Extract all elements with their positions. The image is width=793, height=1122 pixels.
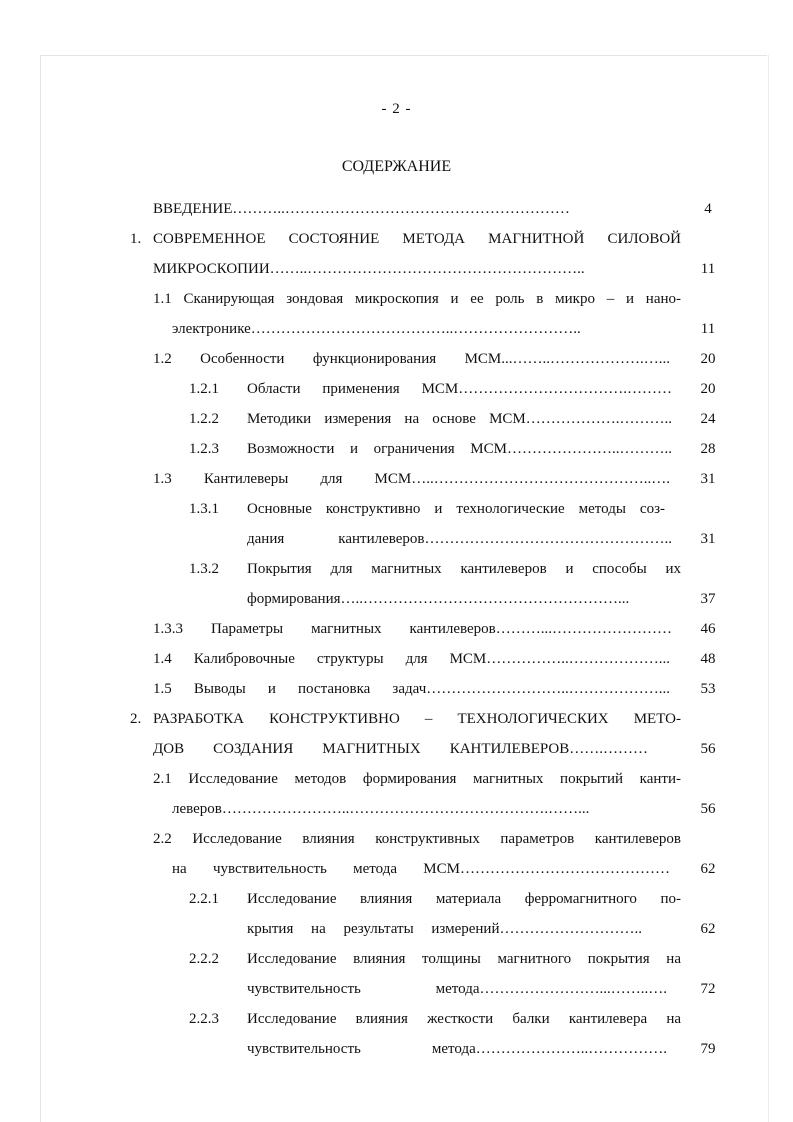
toc-entry-title: МИКРОСКОПИИ……..……………………………………………….. — [153, 261, 585, 277]
page-edge-top — [40, 55, 767, 56]
toc-entry-title: на чувствительность метода МСМ…………………………………… — [172, 861, 670, 877]
toc-entry-number: 1.2.1 — [189, 381, 219, 397]
toc-entry-page: 79 — [700, 1041, 716, 1057]
toc-entry-page: 20 — [700, 351, 716, 367]
toc-entry-number: 1.3.1 — [189, 501, 219, 517]
toc-entry-page: 31 — [700, 531, 716, 547]
toc-entry-number: 1.2.2 — [189, 411, 219, 427]
toc-entry-page: 11 — [700, 261, 716, 277]
toc-entry-title: 1.4 Калибровочные структуры для МСМ……………..………………... — [153, 651, 670, 667]
toc-entry-title: РАЗРАБОТКА КОНСТРУКТИВНО – ТЕХНОЛОГИЧЕСКИХ МЕТО- — [153, 711, 681, 727]
page-number: - 2 - — [381, 101, 412, 117]
toc-entry-title: чувствительность метода……………………...……..…. — [247, 981, 667, 997]
toc-entry-title: Исследование влияния жесткости балки кантилевера на — [247, 1011, 681, 1027]
toc-entry-page: 31 — [700, 471, 716, 487]
toc-entry-title: крытия на результаты измерений……………………….. — [247, 921, 642, 937]
toc-entry-page: 11 — [700, 321, 716, 337]
toc-entry-title: 1.3 Кантилеверы для МСМ…..……………………………………..…. — [153, 471, 670, 487]
toc-entry-page: 37 — [700, 591, 716, 607]
toc-entry-number: 2.2.3 — [189, 1011, 219, 1027]
toc-entry-title: леверов……………………..………………………………….……... — [172, 801, 590, 817]
toc-entry-page: 28 — [700, 441, 716, 457]
toc-entry-title: ВВЕДЕНИЕ………..………………………………………………… — [153, 201, 570, 217]
toc-entry-page: 4 — [704, 201, 712, 217]
toc-entry-page: 62 — [700, 861, 716, 877]
toc-entry-title: Покрытия для магнитных кантилеверов и способы их — [247, 561, 681, 577]
page-edge-left — [40, 55, 41, 1122]
toc-entry-page: 48 — [700, 651, 716, 667]
toc-entry-number: 2. — [130, 711, 142, 727]
toc-entry-page: 62 — [700, 921, 716, 937]
toc-entry-page: 72 — [700, 981, 716, 997]
toc-entry-title: 1.5 Выводы и постановка задач………………………..………………... — [153, 681, 670, 697]
toc-entry-title: Основные конструктивно и технологические методы соз- — [247, 501, 665, 517]
toc-entry-page: 56 — [700, 801, 716, 817]
toc-entry-title: 1.1 Сканирующая зондовая микроскопия и ее роль в микро – и нано- — [153, 291, 681, 307]
toc-entry-title: чувствительность метода…………………..……………. — [247, 1041, 667, 1057]
toc-entry-title: 2.1 Исследование методов формирования магнитных покрытий канти- — [153, 771, 681, 787]
toc-entry-title: Методики измерения на основе МСМ……………….……….. — [247, 411, 672, 427]
toc-entry-title: 1.3.3 Параметры магнитных кантилеверов………...…………………… — [153, 621, 672, 637]
toc-entry-number: 1.3.2 — [189, 561, 219, 577]
toc-entry-title: Области применения МСМ…………………………….……… — [247, 381, 672, 397]
toc-heading: СОДЕРЖАНИЕ — [341, 158, 452, 175]
toc-entry-title: дания кантилеверов………………………………………….. — [247, 531, 672, 547]
toc-entry-page: 24 — [700, 411, 716, 427]
toc-entry-page: 53 — [700, 681, 716, 697]
toc-entry-page: 20 — [700, 381, 716, 397]
toc-entry-title: формирования…..……………………………………………... — [247, 591, 630, 607]
toc-entry-number: 1. — [130, 231, 142, 247]
toc-entry-title: 2.2 Исследование влияния конструктивных параметров кантилеверов — [153, 831, 681, 847]
toc-entry-page: 56 — [700, 741, 716, 757]
toc-entry-title: 1.2 Особенности функционирования МСМ...……..……………….…... — [153, 351, 670, 367]
toc-entry-title: Исследование влияния материала ферромагнитного по- — [247, 891, 681, 907]
toc-entry-title: Возможности и ограничения МСМ…………………..……….. — [247, 441, 672, 457]
toc-entry-title: электронике…………………………………..…………………….. — [172, 321, 581, 337]
toc-entry-number: 1.2.3 — [189, 441, 219, 457]
toc-entry-title: СОВРЕМЕННОЕ СОСТОЯНИЕ МЕТОДА МАГНИТНОЙ СИЛОВОЙ — [153, 231, 681, 247]
toc-entry-title: Исследование влияния толщины магнитного покрытия на — [247, 951, 681, 967]
page-edge-right — [768, 55, 769, 1122]
toc-entry-number: 2.2.2 — [189, 951, 219, 967]
toc-entry-title: ДОВ СОЗДАНИЯ МАГНИТНЫХ КАНТИЛЕВЕРОВ…….……… — [153, 741, 648, 757]
toc-entry-number: 2.2.1 — [189, 891, 219, 907]
toc-entry-page: 46 — [700, 621, 716, 637]
